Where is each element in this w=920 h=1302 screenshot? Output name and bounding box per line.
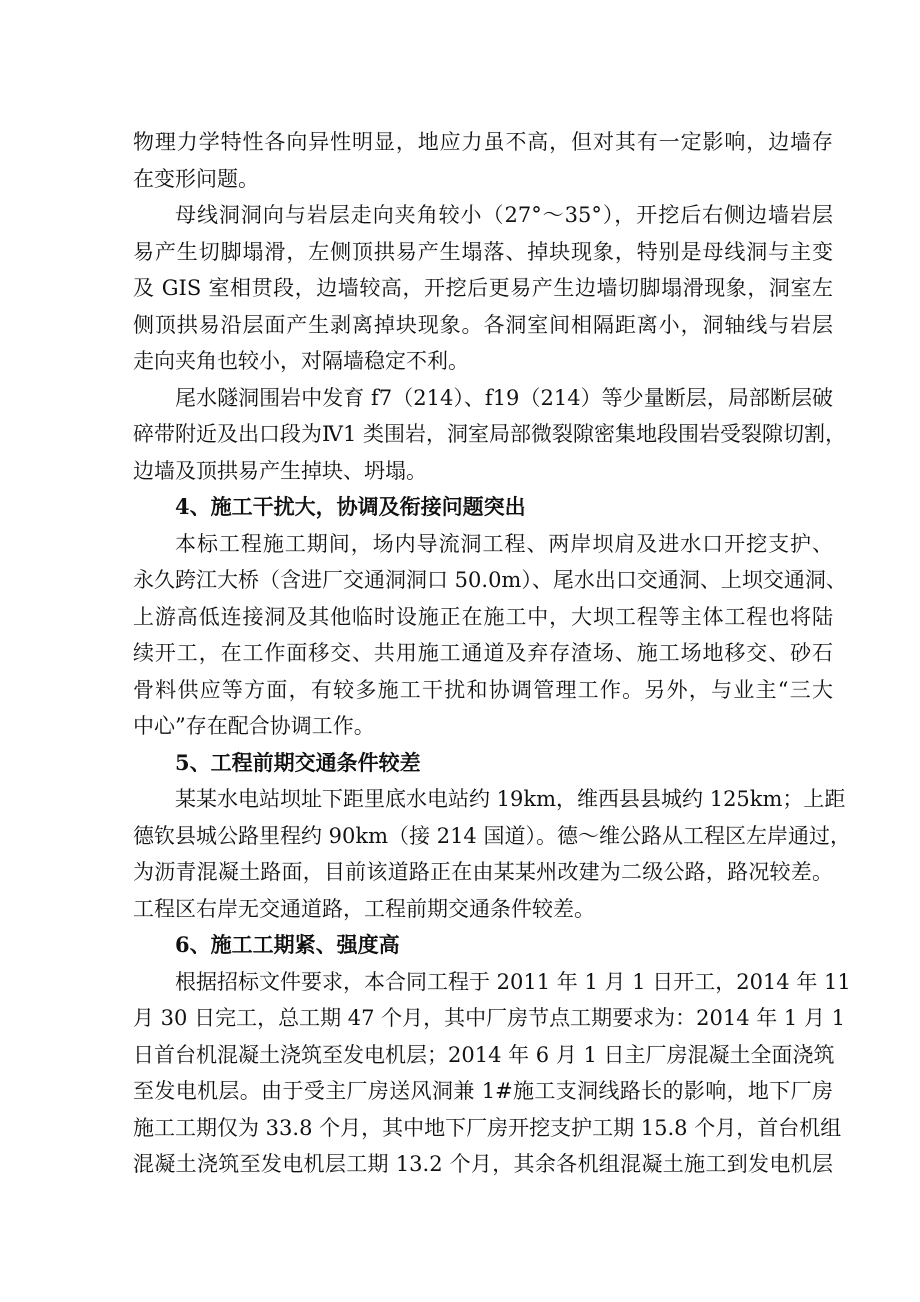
text-line: 某某水电站坝址下距里底水电站约 19km，维西县县城约 125km；上距 bbox=[175, 787, 846, 811]
text-line: 中心”存在配合协调工作。 bbox=[133, 714, 375, 738]
text-line: 续开工，在工作面移交、共用施工通道及弃存渣场、施工场地移交、砂石 bbox=[133, 641, 833, 665]
text-line: 工程区右岸无交通道路，工程前期交通条件较差。 bbox=[133, 896, 595, 921]
paragraph bbox=[133, 964, 851, 1183]
text-line: 至发电机层。由于受主厂房送风洞兼 1#施工支洞线路长的影响，地下厂房 bbox=[133, 1079, 833, 1103]
text-line: 碎带附近及出口段为Ⅳ1 类围岩，洞室局部微裂隙密集地段围岩受裂隙切割， bbox=[133, 422, 847, 446]
document-body bbox=[133, 124, 851, 1183]
text-line: 日首台机混凝土浇筑至发电机层；2014 年 6 月 1 日主厂房混凝土全面浇筑 bbox=[133, 1042, 835, 1067]
text-line: 及 GIS 室相贯段，边墙较高，开挖后更易产生边墙切脚塌滑现象，洞室左 bbox=[133, 276, 833, 300]
text-line: 月 30 日完工，总工期 47 个月，其中厂房节点工期要求为：2014 年 1 月 1 bbox=[133, 1006, 846, 1030]
section-heading bbox=[133, 927, 833, 964]
text-line: 本标工程施工期间，场内导流洞工程、两岸坝肩及进水口开挖支护、 bbox=[175, 531, 833, 556]
text-line: 混凝土浇筑至发电机层工期 13.2 个月，其余各机组混凝土施工到发电机层 bbox=[133, 1152, 833, 1176]
section-heading bbox=[133, 489, 833, 526]
text-line: 母线洞洞向与岩层走向夹角较小（27°～35°），开挖后右侧边墙岩层 bbox=[175, 203, 833, 227]
text-line: 施工工期仅为 33.8 个月，其中地下厂房开挖支护工期 15.8 个月，首台机组 bbox=[133, 1115, 842, 1140]
text-line: 根据招标文件要求，本合同工程于 2011 年 1 月 1 日开工，2014 年 11 bbox=[175, 969, 851, 994]
text-line: 边墙及顶拱易产生掉块、坍塌。 bbox=[133, 458, 427, 483]
text-line: 侧顶拱易沿层面产生剥离掉块现象。各洞室间相隔距离小，洞轴线与岩层 bbox=[133, 312, 833, 337]
paragraph bbox=[133, 526, 847, 745]
text-line: 德钦县城公路里程约 90km（接 214 国道）。德～维公路从工程区左岸通过， bbox=[133, 823, 851, 848]
paragraph bbox=[133, 781, 851, 927]
paragraph bbox=[133, 124, 833, 197]
text-line: 物理力学特性各向异性明显，地应力虽不高，但对其有一定影响，边墙存 bbox=[133, 130, 833, 154]
heading-text: 6、施工工期紧、强度高 bbox=[175, 932, 400, 957]
paragraph bbox=[133, 197, 833, 380]
heading-text: 5、工程前期交通条件较差 bbox=[175, 749, 421, 775]
section-heading bbox=[133, 745, 833, 782]
text-line: 骨料供应等方面，有较多施工干扰和协调管理工作。另外，与业主“三大 bbox=[133, 677, 833, 702]
paragraph bbox=[133, 380, 847, 490]
text-line: 在变形问题。 bbox=[133, 166, 259, 191]
text-line: 上游高低连接洞及其他临时设施正在施工中，大坝工程等主体工程也将陆 bbox=[133, 604, 833, 629]
text-line: 易产生切脚塌滑，左侧顶拱易产生塌落、掉块现象，特别是母线洞与主变 bbox=[133, 239, 833, 264]
text-line: 走向夹角也较小，对隔墙稳定不利。 bbox=[133, 349, 469, 373]
text-line: 永久跨江大桥（含进厂交通洞洞口 50.0m）、尾水出口交通洞、上坝交通洞、 bbox=[133, 568, 847, 592]
text-line: 为沥青混凝土路面，目前该道路正在由某某州改建为二级公路，路况较差。 bbox=[133, 860, 833, 884]
heading-text: 4、施工干扰大，协调及衔接问题突出 bbox=[175, 494, 526, 519]
text-line: 尾水隧洞围岩中发育 f7（214）、f19（214）等少量断层，局部断层破 bbox=[175, 385, 833, 410]
